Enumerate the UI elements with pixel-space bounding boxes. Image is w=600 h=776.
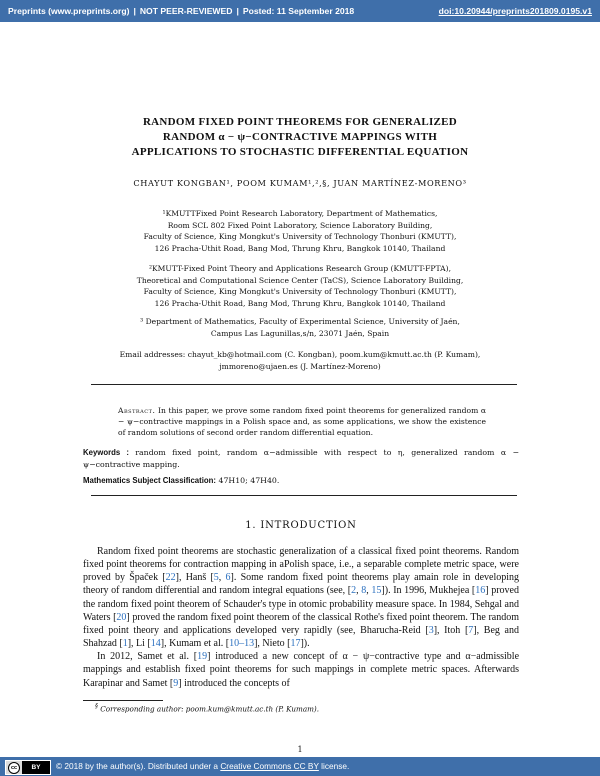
citation-link[interactable]: 15 [371, 585, 382, 597]
intro-paragraph-1 [83, 545, 519, 650]
email-addresses [80, 349, 520, 372]
paper-title [60, 115, 540, 160]
abstract-text: In this paper, we prove some random fixed point theorems for generalized random α − ψ−contractive mappings in a Polish space and, as some applications, we show the existence of random solutions of second order random differential equation. [118, 406, 486, 437]
license-prefix: © 2018 by the author(s). Distributed under a [56, 761, 221, 771]
citation-link[interactable]: 9 [173, 677, 179, 689]
paragraph-text: ], Nieto [ [254, 638, 291, 650]
section-heading: 1. INTRODUCTION [245, 520, 357, 531]
paragraph-text: ] proved the random fixed point theorem of the classical Rothe's fixed point theorem. The random fixed point theory and applications developed very rapidly (see, Bharucha-Reid [ [83, 611, 519, 636]
citation-link[interactable]: 5 [213, 572, 219, 584]
paragraph-text: ] introduced a new concept of α − ψ−contractive type and α−admissible mappings and establish fixed point theorems for such mappings in complete metric spaces. Afterwards Karapinar and Samet [ [83, 651, 520, 689]
title-line: RANDOM α − ψ−CONTRACTIVE MAPPINGS WITH [162, 131, 438, 143]
license-text [56, 761, 349, 771]
cc-icon: cc [8, 762, 20, 774]
affiliation-line: Theoretical and Computational Science Center (TaCS), Science Laboratory Building, [136, 275, 464, 285]
affiliation-line: Room SCL 802 Fixed Point Laboratory, Science Laboratory Building, [167, 220, 433, 230]
keywords-label: Keywords : [83, 448, 129, 457]
affiliation-line: ³ Department of Mathematics, Faculty of Experimental Science, University of Jaén, [140, 317, 460, 326]
citation-link[interactable]: 19 [197, 651, 208, 663]
citation-link[interactable]: 22 [165, 572, 176, 584]
paragraph-text: ]. Some random fixed point theorems play amain role in developing theory of random differential and random integral equations (see, [ [83, 572, 520, 597]
citation-link[interactable]: 10–13 [229, 638, 255, 650]
affiliation-2 [80, 263, 520, 309]
title-line: APPLICATIONS TO STOCHASTIC DIFFERENTIAL EQUATION [131, 146, 469, 158]
email-line[interactable]: Email addresses: chayut_kb@hotmail.com (C. Kongban), poom.kum@kmutt.ac.th (P. Kumam), [119, 350, 481, 359]
citation-link[interactable]: 2 [351, 585, 357, 597]
affiliation-line: Faculty of Science, King Mongkut's University of Technology Thonburi (KMUTT), [143, 287, 457, 296]
license-link[interactable]: Creative Commons CC BY [220, 761, 319, 771]
msc-label: Mathematics Subject Classification: [83, 476, 217, 485]
citation-link[interactable]: 1 [122, 638, 128, 650]
footnote-text: Corresponding author: poom.kum@kmutt.ac.th (P. Kumam). [100, 704, 320, 714]
posted-date: Posted: 11 September 2018 [242, 6, 355, 16]
intro-body [83, 545, 519, 690]
paragraph-text: ], Hanš [ [175, 572, 214, 584]
paragraph-text: ], Beg and Shahzad [ [83, 624, 519, 650]
keywords-text: random fixed point, random α−admissible with respect to η, generalized random α − ψ−contractive mapping. [83, 448, 519, 469]
affiliation-line: 126 Pracha-Uthit Road, Bang Mod, Thrung Khru, Bangkok 10140, Thailand [154, 243, 446, 253]
email-line[interactable]: jmmoreno@ujaen.es (J. Martínez-Moreno) [219, 361, 381, 371]
license-suffix: license. [318, 761, 350, 771]
citation-link[interactable]: 16 [475, 585, 486, 597]
page-number: 1 [297, 745, 303, 754]
citation-link[interactable]: 3 [428, 624, 434, 636]
footnote-mark: § [95, 703, 98, 710]
affiliation-line: ²KMUTT-Fixed Point Theory and Applications Research Group (KMUTT-FPTA), [148, 264, 452, 273]
paragraph-text: ]). [300, 638, 310, 650]
title-line: RANDOM FIXED POINT THEOREMS FOR GENERALIZED [142, 116, 458, 128]
footnote-rule [83, 700, 163, 701]
affiliation-line: 126 Pracha-Uthit Road, Bang Mod, Thrung Khru, Bangkok 10140, Thailand [154, 298, 446, 308]
affiliation-line: Campus Las Lagunillas,s/n, 23071 Jaén, Spain [210, 328, 390, 338]
paragraph-text: In 2012, Samet et al. [ [97, 651, 198, 663]
license-footer-bar [0, 757, 600, 776]
keywords [83, 447, 519, 471]
affiliation-line: Faculty of Science, King Mongkut's University of Technology Thonburi (KMUTT), [143, 232, 457, 241]
site-label[interactable]: Preprints (www.preprints.org) [8, 6, 130, 16]
preprint-header-left: Preprints (www.preprints.org) | NOT PEER-REVIEWED | Posted: 11 September 2018 [8, 6, 355, 16]
paragraph-text: ], Kumam et al. [ [160, 638, 230, 650]
cc-by-badge[interactable] [5, 760, 51, 775]
abstract [118, 405, 486, 438]
paragraph-text: ] proved the random fixed point theorem of Schauder's type in otomic probability measure space. In 1984, Sehgal and Waters [ [83, 585, 519, 623]
affiliation-1 [80, 208, 520, 254]
paragraph-text: Random fixed point theorems are stochastic generalization of a classical fixed point theorems. Random fixed point theorems for contraction mapping in aPolish space, i.e., a separable complete metric space, were proved by Špaček [ [83, 546, 519, 584]
citation-link[interactable]: 20 [116, 611, 127, 623]
msc-text: 47H10; 47H40. [218, 476, 280, 485]
author-list: CHAYUT KONGBAN¹, POOM KUMAM¹,²,§, JUAN MARTÍNEZ-MORENO³ [133, 178, 467, 188]
intro-paragraph-2 [83, 650, 519, 689]
doi-link[interactable]: doi:10.20944/preprints201809.0195.v1 [438, 6, 592, 16]
paragraph-text: ], Li [ [127, 638, 151, 650]
review-status: NOT PEER-REVIEWED [139, 6, 233, 16]
paragraph-text: , [366, 585, 372, 597]
divider-bottom [91, 495, 517, 496]
citation-link[interactable]: 7 [468, 624, 474, 636]
paragraph-text: , [356, 585, 362, 597]
footnote [95, 703, 515, 713]
divider-top [91, 384, 517, 385]
citation-link[interactable]: 8 [361, 585, 367, 597]
citation-link[interactable]: 14 [150, 638, 161, 650]
citation-link[interactable]: 6 [225, 572, 231, 584]
by-icon: BY [22, 761, 50, 774]
paragraph-text: ], Itoh [ [433, 624, 469, 636]
abstract-label: Abstract. [118, 406, 156, 415]
msc-classification [83, 476, 519, 485]
paragraph-text: , [218, 572, 226, 584]
citation-link[interactable]: 17 [290, 638, 301, 650]
affiliation-3 [80, 316, 520, 339]
affiliation-line: ¹KMUTTFixed Point Research Laboratory, Department of Mathematics, [162, 209, 438, 218]
preprint-header-bar [0, 0, 600, 22]
paragraph-text: ] introduced the concepts of [178, 677, 290, 689]
paragraph-text: ]). In 1996, Mukhejea [ [381, 585, 476, 597]
